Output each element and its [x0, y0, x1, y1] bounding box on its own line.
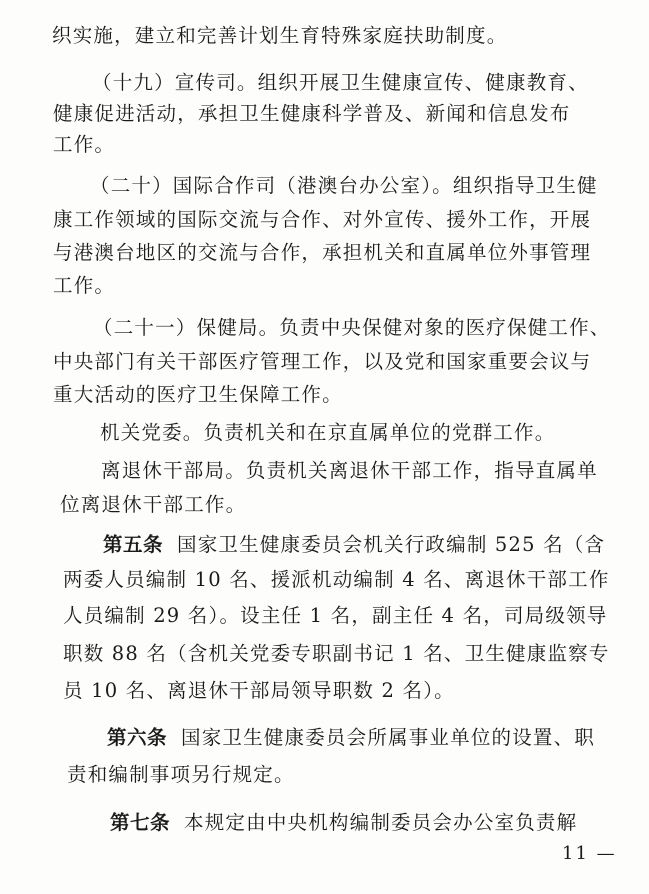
text-line: 工作。	[53, 133, 116, 156]
article-7-text: 本规定由中央机构编制委员会办公室负责解	[184, 811, 578, 834]
article-5-line	[103, 533, 605, 557]
text-line-section-19: （十九）宣传司。组织开展卫生健康宣传、健康教育、	[92, 71, 589, 94]
text-line: 与港澳台地区的交流与合作，承担机关和直属单位外事管理	[53, 241, 592, 264]
text-line: 位离退休干部工作。	[60, 493, 247, 516]
text-line: 织实施，建立和完善计划生育特殊家庭扶助制度。	[52, 24, 508, 47]
text-line-section-21: （二十一）保健局。负责中央保健对象的医疗保健工作、	[93, 316, 611, 339]
article-7-heading: 第七条	[110, 811, 171, 834]
text-line: 康工作领域的国际交流与合作、对外宣传、援外工作，开展	[53, 208, 592, 231]
text-line-party-committee: 机关党委。负责机关和在京直属单位的党群工作。	[100, 421, 556, 444]
text-line: 工作。	[53, 274, 116, 297]
article-5-heading: 第五条	[103, 533, 164, 556]
text-line: 员 10 名、离退休干部局领导职数 2 名）。	[63, 679, 455, 702]
text-line: 健康促进活动，承担卫生健康科学普及、新闻和信息发布	[53, 102, 571, 125]
article-6-line	[107, 726, 595, 750]
text-line: 责和编制事项另行规定。	[67, 763, 295, 786]
article-6-heading: 第六条	[107, 726, 168, 749]
text-line: 重大活动的医疗卫生保障工作。	[53, 383, 343, 406]
page-number: 11 —	[562, 843, 617, 864]
text-line: 中央部门有关干部医疗管理工作，以及党和国家重要会议与	[53, 350, 592, 373]
text-line-retired-bureau: 离退休干部局。负责机关离退休干部工作，指导直属单	[101, 459, 598, 482]
text-line: 职数 88 名（含机关党委专职副书记 1 名、卫生健康监察专	[63, 642, 610, 665]
article-7-line	[110, 811, 577, 835]
text-line: 两委人员编制 10 名、援派机动编制 4 名、离退休干部工作	[63, 568, 610, 591]
article-5-text: 国家卫生健康委员会机关行政编制 525 名（含	[177, 533, 606, 556]
article-6-text: 国家卫生健康委员会所属事业单位的设置、职	[181, 726, 596, 749]
text-line: 人员编制 29 名）。设主任 1 名，副主任 4 名，司局级领导	[63, 604, 608, 627]
text-line-section-20: （二十）国际合作司（港澳台办公室）。组织指导卫生健	[90, 174, 598, 197]
